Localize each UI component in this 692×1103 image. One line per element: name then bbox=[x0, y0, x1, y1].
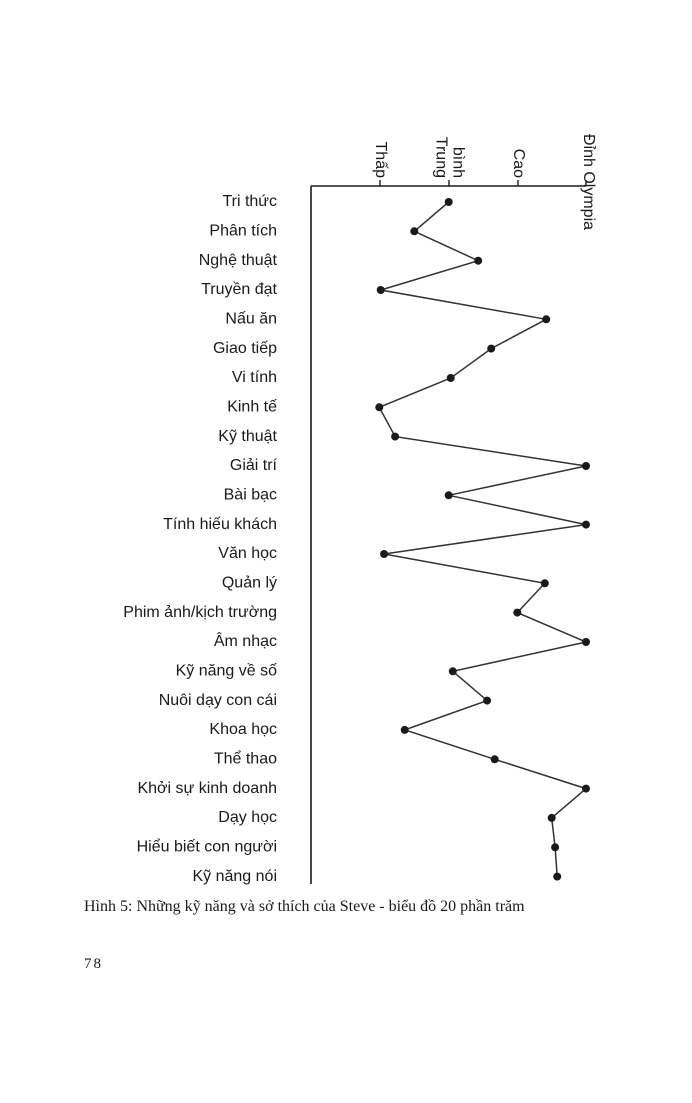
page-number: 78 bbox=[84, 956, 103, 972]
category-label-13: Quản lý bbox=[221, 574, 277, 592]
data-point-2 bbox=[474, 257, 482, 265]
category-label-18: Khoa học bbox=[209, 721, 277, 739]
series-line-layer bbox=[379, 202, 586, 877]
category-label-17: Nuôi dạy con cái bbox=[158, 691, 277, 709]
category-label-23: Kỹ năng nói bbox=[192, 867, 277, 885]
data-point-16 bbox=[449, 667, 457, 675]
category-label-1: Phân tích bbox=[209, 222, 277, 240]
category-label-20: Khởi sự kinh doanh bbox=[137, 779, 277, 797]
category-label-8: Kỹ thuật bbox=[218, 427, 277, 445]
category-label-12: Văn học bbox=[218, 545, 277, 563]
category-label-19: Thể thao bbox=[213, 750, 277, 768]
data-point-3 bbox=[377, 286, 385, 294]
data-point-14 bbox=[513, 609, 521, 617]
figure-caption: Hình 5: Những kỹ năng và sở thích của Steve - biểu đồ 20 phần trăm bbox=[84, 898, 525, 915]
data-point-17 bbox=[483, 697, 491, 705]
category-label-3: Truyền đạt bbox=[201, 281, 277, 299]
axis-layer bbox=[311, 180, 586, 884]
level-label-1-line-1: bình bbox=[449, 146, 467, 178]
category-label-9: Giải trí bbox=[229, 457, 277, 475]
level-label-2-line-0: Cao bbox=[509, 148, 527, 178]
data-point-15 bbox=[582, 638, 590, 646]
level-label-3-line-0: Đỉnh Olympia bbox=[579, 134, 597, 231]
data-point-22 bbox=[551, 843, 559, 851]
data-point-21 bbox=[548, 814, 556, 822]
data-point-8 bbox=[391, 433, 399, 441]
category-label-4: Nấu ăn bbox=[225, 310, 277, 328]
data-point-11 bbox=[582, 521, 590, 529]
data-point-18 bbox=[401, 726, 409, 734]
data-point-9 bbox=[582, 462, 590, 470]
data-point-20 bbox=[582, 785, 590, 793]
level-label-0-line-0: Thấp bbox=[371, 141, 389, 178]
category-label-2: Nghệ thuật bbox=[198, 251, 277, 269]
category-label-15: Âm nhạc bbox=[213, 633, 277, 651]
category-label-11: Tính hiếu khách bbox=[163, 515, 277, 533]
category-label-22: Hiểu biết con người bbox=[136, 838, 277, 856]
data-point-10 bbox=[445, 491, 453, 499]
data-point-12 bbox=[380, 550, 388, 558]
data-point-4 bbox=[542, 315, 550, 323]
category-label-14: Phim ảnh/kịch trường bbox=[123, 603, 277, 621]
data-point-7 bbox=[375, 403, 383, 411]
data-point-1 bbox=[410, 227, 418, 235]
category-label-7: Kinh tế bbox=[227, 398, 277, 416]
category-label-16: Kỹ năng về số bbox=[175, 662, 277, 680]
category-label-6: Vi tính bbox=[231, 369, 277, 387]
data-point-23 bbox=[553, 873, 561, 881]
data-point-0 bbox=[445, 198, 453, 206]
data-point-13 bbox=[541, 579, 549, 587]
data-point-6 bbox=[447, 374, 455, 382]
level-label-1-line-0: Trung bbox=[432, 136, 450, 178]
category-label-10: Bài bạc bbox=[223, 486, 277, 504]
category-label-5: Giao tiếp bbox=[212, 339, 277, 357]
data-point-5 bbox=[487, 345, 495, 353]
level-labels bbox=[372, 134, 597, 230]
data-point-19 bbox=[491, 755, 499, 763]
category-label-0: Tri thức bbox=[222, 193, 277, 211]
category-labels bbox=[123, 193, 277, 885]
series-line bbox=[379, 202, 586, 877]
category-label-21: Dạy học bbox=[218, 809, 277, 827]
